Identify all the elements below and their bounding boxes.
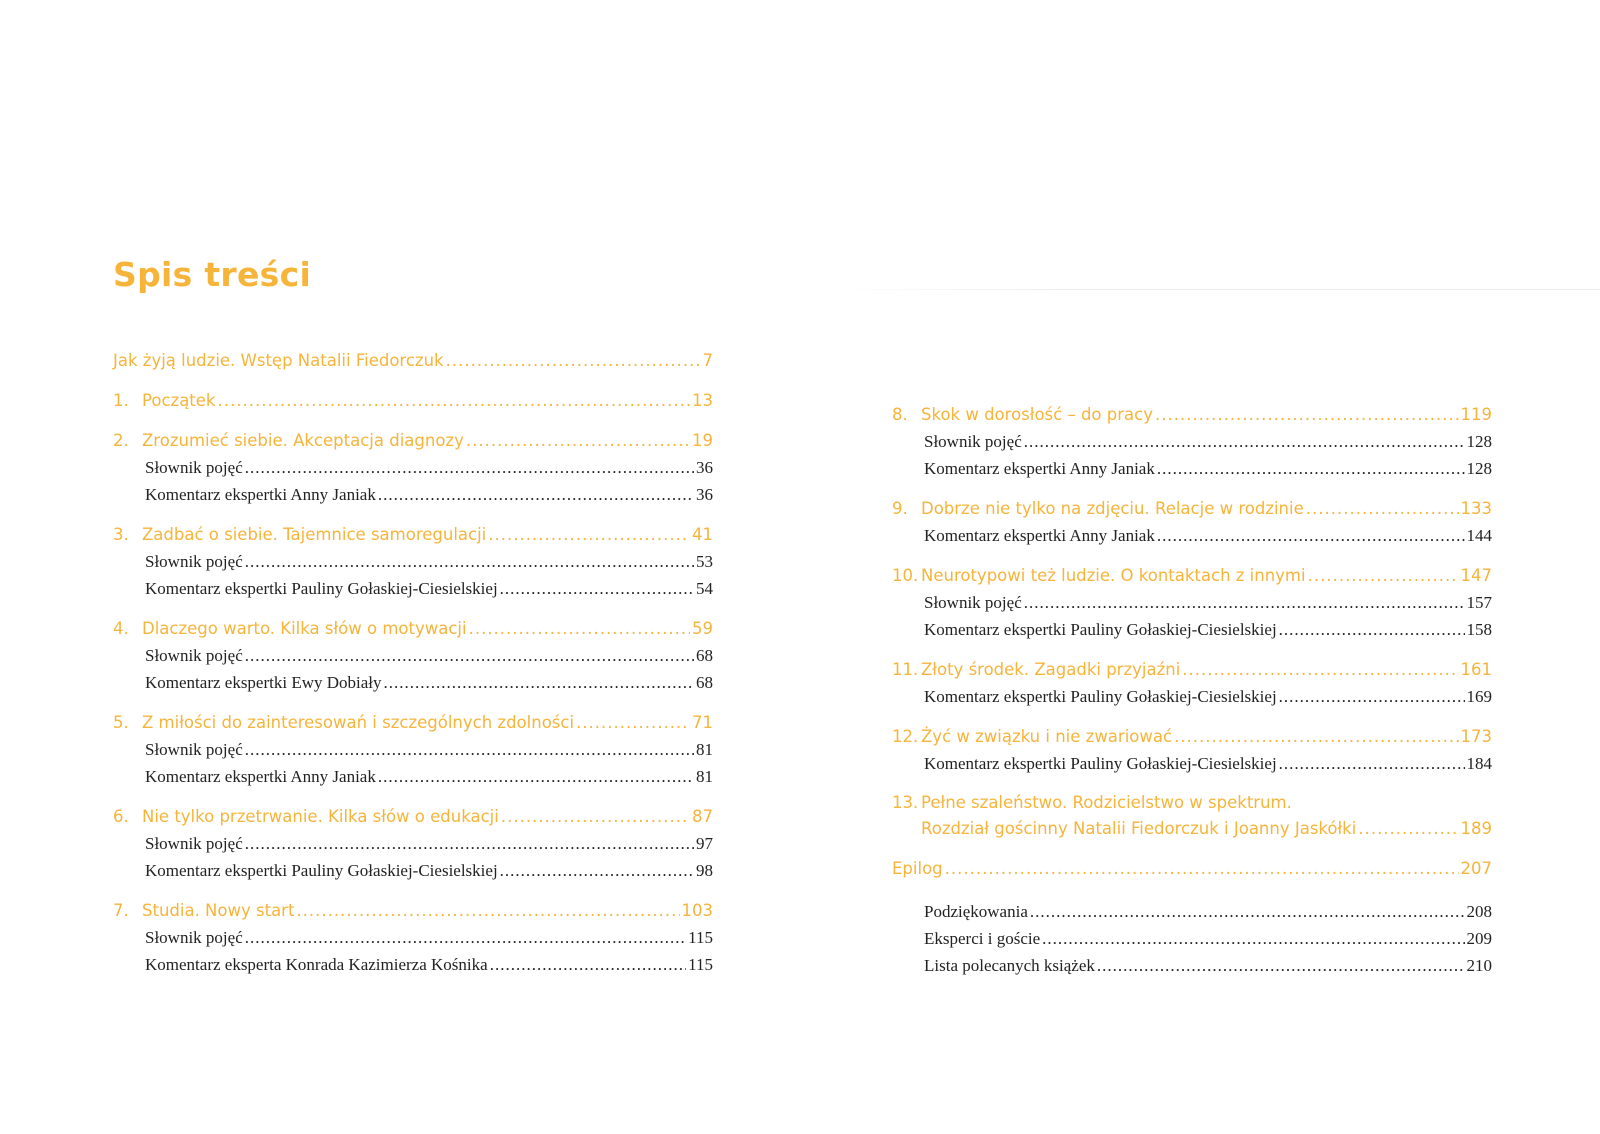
toc-backmatter-entry[interactable] — [892, 925, 1492, 952]
toc-page-number: 128 — [1466, 432, 1492, 451]
dot-leader — [1157, 522, 1465, 549]
dot-leader — [245, 642, 694, 669]
toc-subentry[interactable] — [892, 428, 1492, 455]
subentry-title: Komentarz ekspertki Pauliny Gołaskiej-Ciesielskiej — [145, 579, 498, 598]
chapter-title: Początek — [142, 391, 216, 410]
subentry-title: Eksperci i goście — [924, 929, 1041, 948]
toc-right-column — [892, 401, 1492, 979]
toc-page-number: 147 — [1460, 566, 1492, 585]
chapter-number: 12. — [892, 727, 919, 746]
toc-page-number: 36 — [696, 485, 713, 504]
faint-divider-line — [826, 289, 1600, 290]
toc-page-number: 144 — [1466, 526, 1492, 545]
toc-chapter-12[interactable] — [892, 723, 1492, 750]
toc-page-number: 103 — [681, 901, 713, 920]
chapter-number: 7. — [113, 901, 129, 920]
toc-subentry[interactable] — [113, 857, 713, 884]
dot-leader — [378, 481, 694, 508]
toc-subentry[interactable] — [892, 522, 1492, 549]
chapter-number: 4. — [113, 619, 129, 638]
toc-subentry[interactable] — [113, 481, 713, 508]
subentry-title: Słownik pojęć — [145, 646, 243, 665]
chapter-number: 6. — [113, 807, 129, 826]
chapter-number: 3. — [113, 525, 129, 544]
toc-subentry[interactable] — [113, 669, 713, 696]
chapter-title: Epilog — [892, 859, 943, 878]
dot-leader — [245, 548, 694, 575]
dot-leader — [217, 387, 690, 414]
dot-leader — [1358, 815, 1458, 842]
dot-leader — [245, 830, 694, 857]
dot-leader — [1097, 952, 1465, 979]
chapter-title: Z miłości do zainteresowań i szczególnych zdolności — [142, 713, 575, 732]
chapter-title-line-2: Rozdział gościnny Natalii Fiedorczuk i Joanny Jaskółki — [921, 819, 1357, 838]
dot-leader — [500, 857, 694, 884]
toc-chapter-6[interactable] — [113, 803, 713, 830]
toc-subentry[interactable] — [113, 548, 713, 575]
chapter-title: Nie tylko przetrwanie. Kilka słów o edukacji — [142, 807, 499, 826]
toc-chapter-3[interactable] — [113, 521, 713, 548]
chapter-title: Zrozumieć siebie. Akceptacja diagnozy — [142, 431, 464, 450]
toc-page-number: 41 — [692, 525, 713, 544]
toc-page-number: 115 — [688, 928, 713, 947]
chapter-title: Neurotypowi też ludzie. O kontaktach z innymi — [921, 566, 1306, 585]
toc-entry-label: Jak żyją ludzie. Wstęp Natalii Fiedorczuk — [113, 351, 444, 370]
chapter-title: Studia. Nowy start — [142, 901, 295, 920]
toc-chapter-10[interactable] — [892, 562, 1492, 589]
dot-leader — [296, 897, 679, 924]
toc-entry-intro[interactable] — [113, 347, 713, 374]
dot-leader — [500, 575, 694, 602]
dot-leader — [1174, 723, 1458, 750]
dot-leader — [1279, 683, 1465, 710]
toc-page-number: 119 — [1460, 405, 1492, 424]
subentry-title: Komentarz ekspertki Pauliny Gołaskiej-Ciesielskiej — [924, 620, 1277, 639]
chapter-number: 9. — [892, 499, 908, 518]
dot-leader — [469, 615, 690, 642]
toc-subentry[interactable] — [113, 575, 713, 602]
toc-page-number: 209 — [1466, 929, 1492, 948]
dot-leader — [466, 427, 690, 454]
dot-leader — [384, 669, 694, 696]
chapter-number: 1. — [113, 391, 129, 410]
toc-chapter-13[interactable] — [892, 790, 1492, 815]
dot-leader — [378, 763, 694, 790]
toc-chapter-2[interactable] — [113, 427, 713, 454]
toc-page-number: 161 — [1460, 660, 1492, 679]
toc-page-number: 68 — [696, 646, 713, 665]
toc-page-number: 210 — [1466, 956, 1492, 975]
subentry-title: Komentarz ekspertki Pauliny Gołaskiej-Ciesielskiej — [145, 861, 498, 880]
toc-chapter-1[interactable] — [113, 387, 713, 414]
dot-leader — [490, 951, 686, 978]
toc-page-number: 173 — [1460, 727, 1492, 746]
toc-subentry[interactable] — [113, 830, 713, 857]
subentry-title: Słownik pojęć — [924, 593, 1022, 612]
dot-leader — [1024, 428, 1465, 455]
toc-chapter-11[interactable] — [892, 656, 1492, 683]
dot-leader — [501, 803, 690, 830]
dot-leader — [576, 709, 690, 736]
toc-page-number: 87 — [692, 807, 713, 826]
toc-page-number: 81 — [696, 767, 713, 786]
chapter-title: Dobrze nie tylko na zdjęciu. Relacje w rodzinie — [921, 499, 1304, 518]
subentry-title: Słownik pojęć — [145, 458, 243, 477]
subentry-title: Komentarz ekspertki Pauliny Gołaskiej-Ciesielskiej — [924, 754, 1277, 773]
chapter-title: Dlaczego warto. Kilka słów o motywacji — [142, 619, 467, 638]
toc-subentry[interactable] — [113, 642, 713, 669]
toc-page-number: 157 — [1466, 593, 1492, 612]
dot-leader — [1306, 495, 1459, 522]
dot-leader — [1182, 656, 1458, 683]
chapter-title: Złoty środek. Zagadki przyjaźni — [921, 660, 1181, 679]
dot-leader — [446, 347, 701, 374]
spacer — [892, 882, 1492, 898]
toc-page-number: 97 — [696, 834, 713, 853]
subentry-title: Komentarz ekspertki Anny Janiak — [924, 526, 1155, 545]
toc-subentry[interactable] — [113, 736, 713, 763]
toc-page-number: 158 — [1466, 620, 1492, 639]
chapter-number: 8. — [892, 405, 908, 424]
toc-page-number: 13 — [692, 391, 713, 410]
toc-page-number: 184 — [1466, 754, 1492, 773]
dot-leader — [1042, 925, 1464, 952]
subentry-title: Komentarz ekspertki Ewy Dobiały — [145, 673, 382, 692]
toc-page-number: 189 — [1460, 819, 1492, 838]
dot-leader — [1308, 562, 1459, 589]
toc-page-number: 68 — [696, 673, 713, 692]
dot-leader — [245, 924, 686, 951]
toc-page-number: 59 — [692, 619, 713, 638]
dot-leader — [1024, 589, 1465, 616]
subentry-title: Podziękowania — [924, 902, 1028, 921]
toc-chapter-7[interactable] — [113, 897, 713, 924]
dot-leader — [245, 454, 694, 481]
dot-leader — [1157, 455, 1465, 482]
subentry-title: Komentarz ekspertki Anny Janiak — [145, 767, 376, 786]
toc-chapter-9[interactable] — [892, 495, 1492, 522]
toc-subentry[interactable] — [113, 454, 713, 481]
dot-leader — [1030, 898, 1465, 925]
toc-subentry[interactable] — [892, 750, 1492, 777]
toc-subentry[interactable] — [113, 763, 713, 790]
toc-page-number: 169 — [1466, 687, 1492, 706]
toc-entry-epilog[interactable] — [892, 855, 1492, 882]
toc-chapter-13-continuation[interactable] — [892, 815, 1492, 842]
subentry-title: Słownik pojęć — [145, 552, 243, 571]
toc-subentry[interactable] — [892, 455, 1492, 482]
dot-leader — [1279, 616, 1465, 643]
toc-backmatter-entry[interactable] — [892, 898, 1492, 925]
page-title: Spis treści — [113, 255, 312, 294]
subentry-title: Komentarz ekspertki Anny Janiak — [145, 485, 376, 504]
subentry-title: Komentarz ekspertki Anny Janiak — [924, 459, 1155, 478]
subentry-title: Słownik pojęć — [145, 928, 243, 947]
toc-subentry[interactable] — [892, 683, 1492, 710]
toc-page-number: 208 — [1466, 902, 1492, 921]
toc-chapter-4[interactable] — [113, 615, 713, 642]
toc-page-number: 81 — [696, 740, 713, 759]
toc-page-number: 115 — [688, 955, 713, 974]
toc-subentry[interactable] — [892, 616, 1492, 643]
toc-left-column — [113, 347, 713, 978]
toc-subentry[interactable] — [113, 924, 713, 951]
dot-leader — [488, 521, 690, 548]
subentry-title: Komentarz ekspertki Pauliny Gołaskiej-Ciesielskiej — [924, 687, 1277, 706]
dot-leader — [1155, 401, 1459, 428]
toc-page-number: 36 — [696, 458, 713, 477]
subentry-title: Słownik pojęć — [145, 834, 243, 853]
dot-leader — [245, 736, 694, 763]
toc-page-number: 98 — [696, 861, 713, 880]
chapter-number: 11. — [892, 660, 919, 679]
chapter-title: Żyć w związku i nie zwariować — [921, 727, 1173, 746]
subentry-title: Lista polecanych książek — [924, 956, 1095, 975]
dot-leader — [945, 855, 1459, 882]
dot-leader — [1279, 750, 1465, 777]
subentry-title: Komentarz eksperta Konrada Kazimierza Kośnika — [145, 955, 488, 974]
chapter-number: 2. — [113, 431, 129, 450]
chapter-number: 5. — [113, 713, 129, 732]
chapter-number: 13. — [892, 793, 919, 812]
toc-page-number: 54 — [696, 579, 713, 598]
toc-chapter-8[interactable] — [892, 401, 1492, 428]
toc-page-number: 71 — [692, 713, 713, 732]
toc-backmatter-entry[interactable] — [892, 952, 1492, 979]
toc-page-number: 128 — [1466, 459, 1492, 478]
chapter-title: Skok w dorosłość – do pracy — [921, 405, 1153, 424]
chapter-number: 10. — [892, 566, 919, 585]
chapter-title-line-1: Pełne szaleństwo. Rodzicielstwo w spektrum. — [921, 793, 1292, 812]
subentry-title: Słownik pojęć — [145, 740, 243, 759]
toc-page-number: 207 — [1460, 859, 1492, 878]
toc-subentry[interactable] — [892, 589, 1492, 616]
toc-page-number: 19 — [692, 431, 713, 450]
chapter-title: Zadbać o siebie. Tajemnice samoregulacji — [142, 525, 487, 544]
subentry-title: Słownik pojęć — [924, 432, 1022, 451]
toc-page-number: 53 — [696, 552, 713, 571]
toc-subentry[interactable] — [113, 951, 713, 978]
toc-chapter-5[interactable] — [113, 709, 713, 736]
toc-page-number: 133 — [1460, 499, 1492, 518]
toc-page-number: 7 — [702, 351, 713, 370]
